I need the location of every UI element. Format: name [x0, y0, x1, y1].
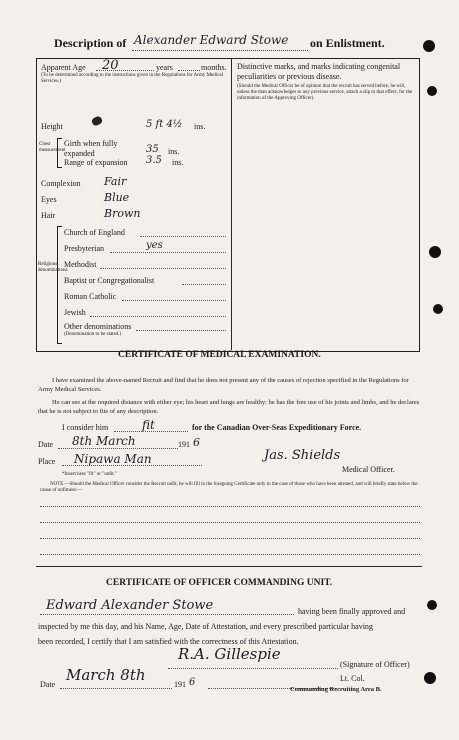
medical-paragraph-1: I have examined the above-named Recruit and find that he does not present any of the causes of rejection specified in the Regulations for Army Medical Services. [38, 377, 409, 393]
unfit-line-4 [40, 554, 420, 555]
apparent-age-label: Apparent Age [41, 63, 86, 72]
medical-officer-label: Medical Officer. [342, 465, 395, 474]
officer-year-value: 6 [189, 677, 196, 688]
denom-line-3 [100, 268, 226, 269]
denom-line-4 [182, 284, 226, 285]
denom-line-7 [136, 330, 226, 331]
insert-fit-note: *Insert here "fit" or "unfit." [62, 472, 117, 477]
medical-date-line [58, 448, 178, 449]
box-divider [231, 58, 232, 350]
denomination-roman-catholic: Roman Catholic [64, 292, 117, 301]
place-value: Nipawa Man [74, 452, 152, 466]
unfit-note: NOTE.—Should the Medical Officer consider the Recruit unfit, he will fill in the foregoing Certificate only in the case of those who have been attested, and will briefly state below the cause of unfitness:— [40, 482, 418, 493]
officer-rank: Lt. Col. [340, 674, 365, 683]
binder-hole-upper [427, 86, 437, 96]
header-suffix: on Enlistment. [310, 36, 385, 50]
header [48, 32, 418, 54]
denomination-methodist: Methodist [64, 260, 97, 269]
complexion-label: Complexion [41, 179, 81, 188]
unfit-line-1 [40, 506, 420, 507]
header-prefix: Description of [54, 36, 127, 50]
officer-certificate-title: CERTIFICATE OF OFFICER COMMANDING UNIT. [106, 578, 333, 588]
consider-suffix: for the Canadian Over-Seas Expeditionary Force. [192, 423, 362, 432]
officer-date-label: Date [40, 680, 56, 689]
apparent-age-value: 20 [102, 58, 119, 73]
distinctive-marks-note: (Should the Medical Officer be of opinion that the recruit has served before, he will, unless the man acknowledges to any previous service, attach a slip to that effect, for the information of the Approving Officer). [237, 84, 413, 101]
unfit-line-3 [40, 538, 420, 539]
age-note: (To be determined according to the instructions given in the Regulations for Army Medical Services.) [41, 73, 223, 84]
officer-name-value: Edward Alexander Stowe [46, 598, 214, 613]
binder-hole-lower [427, 600, 437, 610]
denomination-church-of-england: Church of England [64, 228, 125, 237]
girth-ins: ins. [168, 147, 180, 156]
denomination-jewish: Jewish [64, 308, 86, 317]
officer-command: Commanding Recruiting Area B. [290, 686, 382, 693]
hair-value: Brown [104, 207, 141, 220]
denomination-other: Other denominations [64, 322, 132, 331]
officer-name-line [40, 614, 294, 615]
binder-hole-mid [429, 246, 441, 258]
medical-date-value: 8th March [72, 434, 136, 448]
months-line [178, 70, 200, 71]
eyes-label: Eyes [41, 195, 57, 204]
range-value: 3.5 [146, 155, 162, 166]
range-ins: ins. [172, 158, 184, 167]
religions-bracket [57, 226, 62, 344]
chest-bracket [57, 138, 62, 168]
denom-line-6 [90, 316, 226, 317]
officer-text-2: inspected by me this day, and his Name, Age, Date of Attestation, and every prescribed particular having [38, 622, 373, 631]
medical-officer-signature: Jas. Shields [264, 448, 341, 463]
fit-value: fit [142, 418, 155, 432]
officer-text-1: having been finally approved and [298, 607, 406, 616]
officer-signature: R.A. Gillespie [178, 645, 281, 663]
officer-text-3: been recorded, I certify that I am satisfied with the correctness of this Attestation. [38, 637, 299, 646]
officer-signature-line [168, 668, 338, 669]
header-name-line [132, 49, 308, 51]
girth-value: 35 [146, 144, 159, 155]
religions-label: Religious denominations [38, 262, 68, 273]
other-denomination-note: (Denomination to be stated.) [64, 332, 122, 337]
denom-line-5 [122, 300, 226, 301]
medical-date-label: Date [38, 440, 54, 449]
medical-year-prefix: 191 [178, 440, 190, 449]
officer-year-prefix: 191 [174, 680, 186, 689]
denomination-baptist: Baptist or Congregationalist [64, 276, 155, 285]
header-name: Alexander Edward Stowe [134, 33, 289, 47]
distinctive-marks-title: Distinctive marks, and marks indicating congenital peculiarities or previous disease. [237, 62, 401, 81]
denom-line-2 [110, 252, 226, 253]
officer-signature-label: (Signature of Officer) [340, 660, 410, 669]
officer-date-value: March 8th [66, 666, 146, 684]
medical-paragraph-2: He can see at the required distance with either eye; his heart and lungs are healthy; he has the free use of his joints and limbs, and he declares that he is not subject to fits of any description. [38, 399, 420, 415]
hair-label: Hair [41, 211, 56, 220]
eyes-value: Blue [104, 191, 130, 204]
presbyterian-mark: yes [146, 240, 163, 251]
height-ins: ins. [194, 122, 206, 131]
consider-label: I consider him [62, 423, 109, 432]
months-label: months. [201, 63, 227, 72]
girth-label: Girth when fully expanded [64, 139, 118, 158]
medical-year-value: 6 [193, 436, 200, 449]
section-divider [36, 566, 422, 567]
description-box [36, 58, 420, 352]
place-label: Place [38, 457, 56, 466]
binder-hole-mid2 [433, 304, 443, 314]
binder-hole-bottom [424, 672, 436, 684]
binder-hole-top [423, 40, 435, 52]
denomination-presbyterian: Presbyterian [64, 244, 104, 253]
medical-certificate-title: CERTIFICATE OF MEDICAL EXAMINATION. [118, 350, 321, 360]
years-label: years [156, 63, 173, 72]
complexion-value: Fair [104, 175, 127, 188]
height-label: Height [41, 122, 63, 131]
chest-label: Chest measurement [39, 142, 66, 153]
height-value: 5 ft 4½ [146, 119, 183, 130]
range-label: Range of expansion [64, 158, 128, 167]
denom-line-1 [140, 236, 226, 237]
unfit-line-2 [40, 522, 420, 523]
officer-date-line [60, 688, 172, 689]
